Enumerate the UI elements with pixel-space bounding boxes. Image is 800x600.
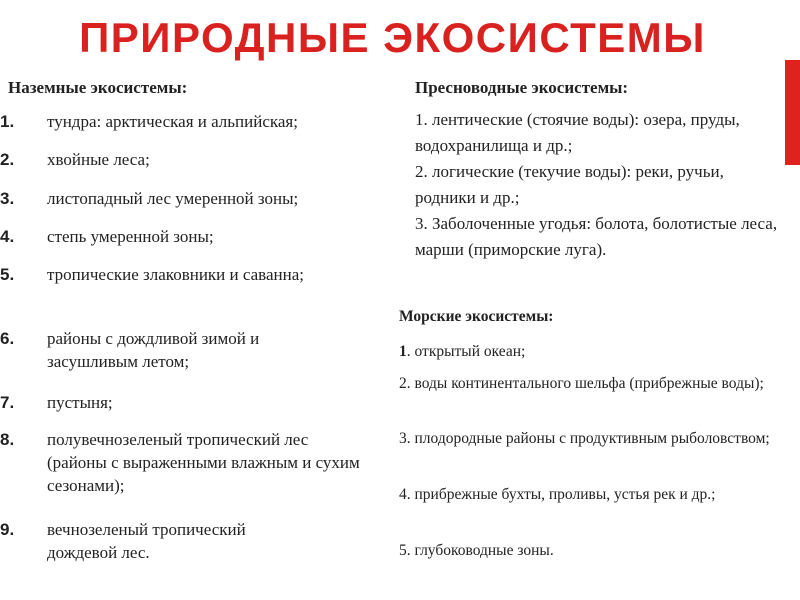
item-number: 9.: [0, 520, 15, 539]
item-number: 2.: [0, 150, 15, 169]
item-text: тропические злаковники и саванна;: [47, 265, 304, 284]
freshwater-item-1: 1. лентические (стоячие воды): озера, пруды, водохранилища и др.;: [415, 110, 740, 155]
marine-heading: Морские экосистемы:: [399, 308, 554, 325]
marine-item-5: [399, 539, 784, 562]
freshwater-item-2: 2. логические (текучие воды): реки, ручьи, родники и др.;: [415, 162, 724, 207]
item-text: листопадный лес умеренной зоны;: [47, 189, 299, 208]
item-number: 6.: [0, 329, 15, 348]
item-number: 5.: [0, 265, 15, 284]
freshwater-item-3: 3. Заболоченные угодья: болота, болотистые леса, марши (приморские луга).: [415, 214, 778, 259]
marine-item-2: [399, 372, 784, 395]
item-number: 1.: [0, 112, 15, 131]
item-text: полувечнозеленый тропический лес (районы с выраженными влажным и сухим сезонами);: [47, 430, 360, 495]
freshwater-list: [415, 107, 785, 263]
item-text: вечнозеленый тропический дождевой лес.: [47, 520, 246, 562]
marine-item-text: 3. плодородные районы с продуктивным рыболовством;: [399, 430, 770, 447]
terrestrial-heading: Наземные экосистемы:: [8, 78, 188, 97]
item-number: 4.: [0, 227, 15, 246]
item-number: 8.: [0, 430, 15, 449]
item-text: пустыня;: [47, 393, 113, 412]
item-text: районы с дождливой зимой и засушливым летом;: [47, 329, 260, 371]
item-number: 3.: [0, 189, 15, 208]
accent-bar: [785, 60, 800, 165]
item-text: хвойные леса;: [47, 150, 150, 169]
marine-item-text: 4. прибрежные бухты, проливы, устья рек и др.;: [399, 486, 716, 503]
freshwater-heading: Пресноводные экосистемы:: [415, 78, 629, 97]
marine-item-1: [399, 340, 784, 363]
marine-item-text: . открытый океан;: [406, 343, 526, 360]
marine-item-lead: 1: [399, 343, 407, 360]
item-text: тундра: арктическая и альпийская;: [47, 112, 298, 131]
item-text: степь умеренной зоны;: [47, 227, 214, 246]
marine-item-text: 5. глубоководные зоны.: [399, 542, 554, 559]
page-title: ПРИРОДНЫЕ ЭКОСИСТЕМЫ: [79, 14, 706, 61]
marine-item-3: [399, 427, 784, 450]
item-number: 7.: [0, 393, 15, 412]
marine-item-text: 2. воды континентального шельфа (прибрежные воды);: [399, 375, 764, 392]
marine-item-4: [399, 483, 784, 506]
